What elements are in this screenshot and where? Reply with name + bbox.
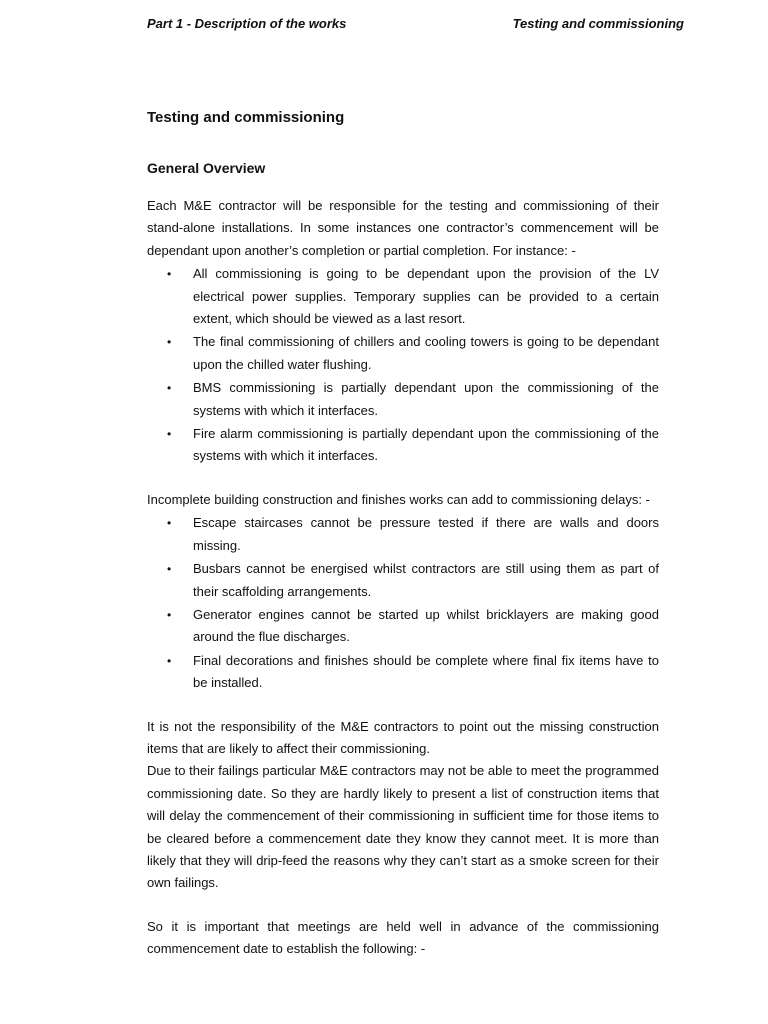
header-chapter-title: Testing and commissioning: [512, 16, 684, 31]
list-item-text: Fire alarm commissioning is partially dependant upon the commissioning of the systems with which it interfaces.: [193, 426, 659, 464]
bullet-icon: •: [167, 427, 172, 442]
list-item: [147, 331, 659, 376]
list-item: [147, 263, 659, 330]
bullet-icon: •: [167, 381, 172, 396]
failings-paragraph: Due to their failings particular M&E contractors may not be able to meet the programmed commissioning date. So they are hardly likely to present a list of construction items that will delay the commencement of their commissioning in sufficient time for those items to be cleared before a commencement date they know they cannot meet. It is more than likely that they will drip-feed the reasons why they can’t start as a smoke screen for their own failings.: [147, 763, 659, 891]
list-item: [147, 604, 659, 649]
list-item-text: Escape staircases cannot be pressure tested if there are walls and doors missing.: [193, 515, 659, 553]
construction-delays-list: [147, 512, 659, 694]
list-item: [147, 650, 659, 695]
list-item-text: Final decorations and finishes should be complete where final fix items have to be installed.: [193, 652, 659, 691]
header-section-title: Part 1 - Description of the works: [147, 16, 347, 31]
page-title: Testing and commissioning: [147, 109, 345, 126]
dependency-list: [147, 263, 659, 468]
section-heading: General Overview: [147, 160, 266, 176]
list-item-text: The final commissioning of chillers and cooling towers is going to be dependant upon the chilled water flushing.: [193, 334, 659, 372]
list-item-text: BMS commissioning is partially dependant upon the commissioning of the systems with which it interfaces.: [193, 380, 659, 418]
bullet-icon: •: [167, 516, 172, 531]
bullet-icon: •: [167, 653, 172, 668]
list-item: [147, 512, 659, 557]
list-item-text: Generator engines cannot be started up whilst bricklayers are making good around the flue discharges.: [193, 606, 659, 645]
list-item-text: Busbars cannot be energised whilst contractors are still using them as part of their scaffolding arrangements.: [193, 561, 659, 599]
bullet-icon: •: [167, 267, 172, 282]
list-item: [147, 423, 659, 468]
list-item-text: All commissioning is going to be dependant upon the provision of the LV electrical power supplies. Temporary supplies can be provided to a certain extent, which should be viewed as a last resort.: [193, 266, 659, 327]
responsibility-paragraph: It is not the responsibility of the M&E contractors to point out the missing construction items that are likely to affect their commissioning.: [147, 718, 659, 756]
list-item: [147, 377, 659, 422]
bullet-icon: •: [167, 335, 172, 350]
meetings-paragraph: So it is important that meetings are held well in advance of the commissioning commencement date to establish the following: -: [147, 918, 659, 957]
list-item: [147, 558, 659, 603]
construction-delays-paragraph: Incomplete building construction and finishes works can add to commissioning delays: -: [147, 491, 650, 507]
document-body: [147, 107, 659, 961]
intro-paragraph: Each M&E contractor will be responsible for the testing and commissioning of their stand-alone installations. In some instances one contractor’s commencement will be dependant upon another’s completion or partial completion. For instance: -: [147, 198, 659, 258]
page-header: [147, 16, 684, 36]
bullet-icon: •: [167, 607, 172, 622]
bullet-icon: •: [167, 562, 172, 577]
